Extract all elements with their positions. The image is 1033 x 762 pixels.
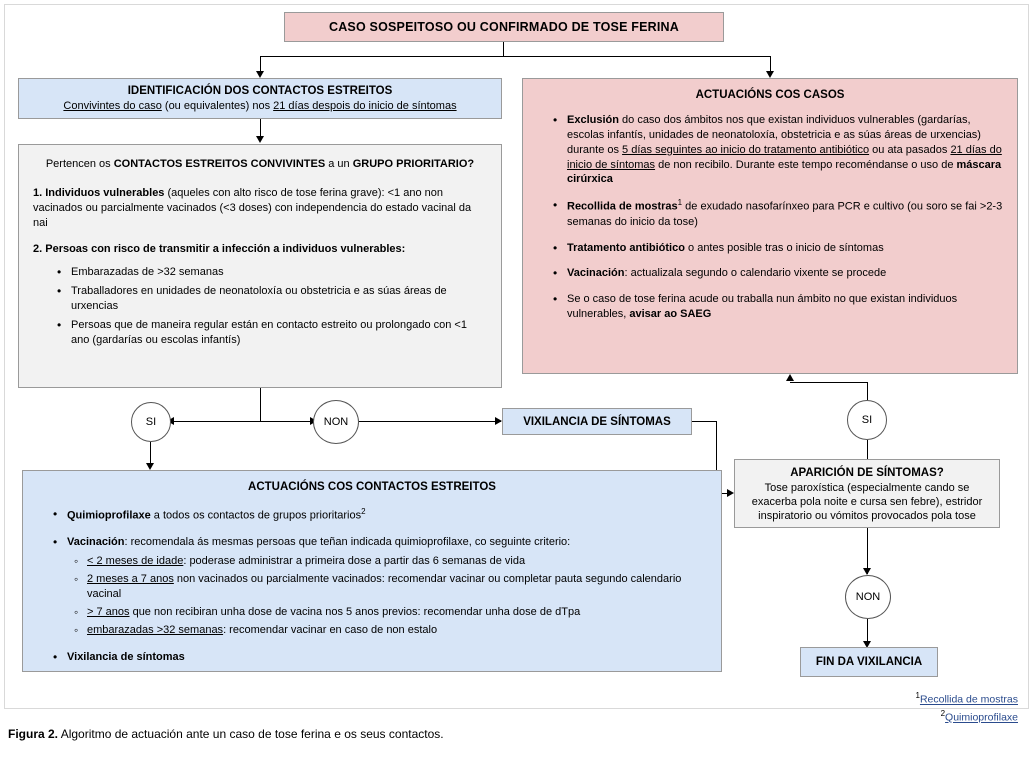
- priority-bullet-2: Persoas que de maneira regular están en contacto estreito ou prolongado con <1 ano (gardarías ou escolas infantís): [71, 318, 467, 346]
- priority-question-bold2: GRUPO PRIORITARIO?: [352, 158, 475, 170]
- connector-si-down: [150, 442, 151, 464]
- footnote-1: [718, 691, 1018, 706]
- decision-non-label: NON: [323, 416, 349, 428]
- case-b5-bold: avisar ao SAEG: [629, 308, 712, 321]
- sub-0-rest: : poderase administrar a primeira dose a partir das 6 semanas de vida: [183, 555, 526, 568]
- list-item: [69, 284, 487, 314]
- footnote-2: [718, 709, 1018, 724]
- case-b1-bold: Exclusión: [567, 114, 619, 126]
- list-item: [565, 113, 1003, 187]
- case-b3-text: o antes posible tras o inicio de síntomas: [684, 241, 884, 254]
- sub-3-u: embarazadas >32 semanas: [87, 623, 224, 636]
- priority-question-prefix: Pertencen os: [45, 158, 114, 170]
- decision-non-right-circle: [845, 575, 891, 619]
- case-b2-bold: Recollida de mostras: [567, 200, 678, 213]
- identification-subtitle: [27, 100, 493, 112]
- priority-group-box: [18, 144, 502, 388]
- case-b3-bold: Tratamento antibiótico: [567, 241, 685, 254]
- priority-item-2-num: 2.: [33, 243, 46, 256]
- surveillance-box: [502, 408, 692, 435]
- priority-group-question: [33, 157, 487, 172]
- figure-caption-bold: Figura 2.: [8, 727, 59, 741]
- list-item: [69, 265, 487, 280]
- contact-actions-list: [37, 507, 707, 664]
- footnote-1-sup: 1: [915, 691, 920, 700]
- arrow-to-case-actions: [766, 71, 774, 78]
- priority-bullet-1: Traballadores en unidades de neonatoloxía ou obstetricia e as súas áreas de urxencias: [71, 285, 447, 312]
- connector-title-right: [770, 56, 771, 72]
- connector-si-right-up: [867, 382, 868, 400]
- identification-box: [18, 78, 502, 119]
- arrow-to-identification: [256, 71, 264, 78]
- main-title-text: CASO SOSPEITOSO OU CONFIRMADO DE TOSE FERINA: [328, 20, 680, 34]
- case-b1-u2: 21 días do inicio de síntomas: [567, 143, 1002, 171]
- contact-actions-box: [22, 470, 722, 672]
- connector-si-right-to-case: [790, 382, 867, 383]
- figure-caption: [8, 727, 444, 741]
- case-actions-list: [537, 113, 1003, 322]
- priority-item-1-text: (aqueles con alto risco de tose ferina grave): <1 ano non vacinados ou parcialmente vacinados (<3 doses) con independencia do estado vacinal da nai: [33, 186, 472, 229]
- case-b2-sup: 1: [677, 198, 683, 208]
- list-item: [69, 318, 487, 348]
- sub-3-rest: : recomendar vacinar en caso de non estalo: [223, 623, 438, 636]
- list-item: [65, 507, 707, 524]
- contact-b3-bold: Vixilancia de síntomas: [67, 650, 185, 663]
- case-actions-box: [522, 78, 1018, 374]
- list-item: [87, 605, 707, 620]
- connector-title-left: [260, 56, 261, 72]
- footnote-2-sup: 2: [940, 709, 946, 718]
- arrow-to-priority-group: [256, 136, 264, 143]
- priority-bullet-0: Embarazadas de >32 semanas: [71, 266, 224, 279]
- sub-1-rest: non vacinados ou parcialmente vacinados: recomendar vacinar ou completar pauta segundo calendario vacinal: [87, 573, 682, 601]
- identification-sub-2: (ou equivalentes) nos: [161, 100, 274, 112]
- connector-identification-down: [260, 119, 261, 137]
- list-item: [65, 650, 707, 665]
- arrow-to-symptoms: [727, 489, 734, 497]
- case-b2-text: de exudado nasofarínxeo para PCR e cultivo (ou soro se fai >2-3 semanas do inicio da tose): [567, 200, 1003, 228]
- priority-question-suffix: a un: [325, 158, 353, 170]
- main-title-box: [284, 12, 724, 42]
- symptoms-title: APARICIÓN DE SÍNTOMAS?: [790, 467, 944, 479]
- contact-b1-bold: Quimioprofilaxe: [67, 509, 151, 522]
- priority-item-1: [33, 186, 487, 231]
- list-item: [87, 554, 707, 569]
- priority-item-1-num: 1.: [33, 186, 46, 199]
- connector-title-down: [503, 42, 504, 56]
- identification-sub-1: Convivintes do caso: [63, 100, 162, 112]
- connector-branch-non-right: [260, 421, 316, 422]
- priority-item-2-suffix: :: [401, 243, 406, 256]
- list-item: [565, 292, 1003, 322]
- case-b1-t2: ou ata pasados: [869, 143, 951, 156]
- end-label: FIN DA VIXILANCIA: [815, 656, 923, 668]
- decision-si-circle: [131, 402, 171, 442]
- case-actions-title: ACTUACIÓNS COS CASOS: [695, 89, 845, 101]
- arrow-to-case-actions-from-si: [786, 374, 794, 381]
- sub-1-u: 2 meses a 7 anos: [87, 573, 174, 586]
- arrow-to-non-right-circle: [863, 568, 871, 575]
- case-b1-t1: do caso dos ámbitos nos que existan individuos vulnerables (gardarías, escolas infantís, unidades de neonatoloxía, obstetricia e as súas áreas de urxencias) durante os: [567, 114, 981, 156]
- sub-0-u: < 2 meses de idade: [87, 555, 184, 568]
- identification-sub-3: 21 días despois do inicio de síntomas: [273, 100, 457, 112]
- priority-question-bold: CONTACTOS ESTREITOS CONVIVINTES: [113, 158, 326, 170]
- symptoms-box: [734, 459, 1000, 528]
- contact-b2-text: : recomendala ás mesmas persoas que teñan indicada quimioprofilaxe, co seguinte criterio:: [124, 535, 571, 548]
- sub-2-u: > 7 anos: [87, 605, 130, 618]
- case-b1-t3: de non recibilo. Durante este tempo recoméndanse o uso de: [655, 158, 957, 171]
- priority-bullet-list: [33, 265, 487, 347]
- surveillance-label: VIXILANCIA DE SÍNTOMAS: [523, 415, 671, 428]
- decision-si-right-label: SI: [861, 414, 873, 426]
- contact-b2-bold: Vacinación: [67, 535, 125, 548]
- list-item: [65, 535, 707, 638]
- identification-title: IDENTIFICACIÓN DOS CONTACTOS ESTREITOS: [127, 85, 393, 97]
- contact-b1-text: a todos os contactos de grupos prioritarios: [150, 509, 362, 522]
- arrow-to-surveillance: [495, 417, 502, 425]
- connector-si-right-lower: [867, 440, 868, 459]
- arrow-to-contact-actions: [146, 463, 154, 470]
- decision-si-label: SI: [145, 416, 157, 428]
- end-box: [800, 647, 938, 677]
- list-item: [87, 623, 707, 638]
- figure-caption-text: Algoritmo de actuación ante un caso de tose ferina e os seus contactos.: [58, 727, 444, 741]
- contact-b1-sup: 2: [361, 507, 366, 516]
- list-item: [565, 241, 1003, 256]
- footnote-1-link[interactable]: Recollida de mostras: [919, 693, 1018, 706]
- connector-non-right-down: [867, 619, 868, 643]
- list-item: [87, 572, 707, 602]
- case-b1-u1: 5 días seguintes ao inicio do tratamento antibiótico: [622, 143, 870, 156]
- connector-priority-down: [260, 388, 261, 421]
- decision-non-right-label: NON: [855, 591, 881, 603]
- case-b4-text: : actualizala segundo o calendario vixente se procede: [624, 267, 887, 280]
- contact-actions-title: ACTUACIÓNS COS CONTACTOS ESTREITOS: [248, 481, 496, 493]
- footnote-2-link[interactable]: Quimioprofilaxe: [945, 711, 1018, 724]
- connector-title-horizontal: [260, 56, 770, 57]
- connector-surveillance-right: [692, 421, 716, 422]
- contact-vaccination-sublist: [67, 554, 707, 637]
- list-item: [565, 266, 1003, 281]
- sub-2-rest: que non recibiran unha dose de vacina nos 5 anos previos: recomendar unha dose de dTpa: [129, 605, 581, 618]
- case-b4-bold: Vacinación: [567, 267, 625, 280]
- case-b5-text: Se o caso de tose ferina acude ou traballa nun ámbito no que existan individuos vulnerables,: [567, 293, 958, 321]
- case-b1-bold2: máscara cirúrxica: [567, 158, 1002, 186]
- list-item: [565, 198, 1003, 229]
- symptoms-text: Tose paroxística (especialmente cando se exacerba pola noite e cursa sen febre), estridor inspiratorio ou vómitos provocados pola tose: [751, 482, 983, 522]
- decision-si-right-circle: [847, 400, 887, 440]
- connector-non-right: [359, 421, 501, 422]
- priority-item-1-bold: Individuos vulnerables: [45, 186, 165, 199]
- priority-item-2: [33, 242, 487, 257]
- priority-item-2-bold: Persoas con risco de transmitir a infección a individuos vulnerables: [45, 243, 402, 256]
- decision-non-circle: [313, 400, 359, 444]
